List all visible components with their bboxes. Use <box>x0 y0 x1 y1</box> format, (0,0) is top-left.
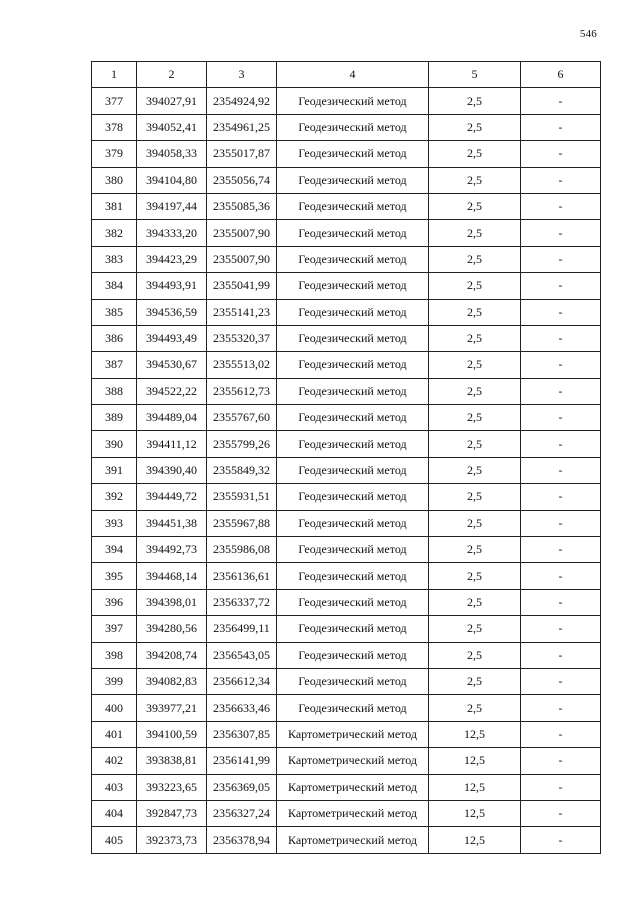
y-coordinate-cell: 2355017,87 <box>207 141 277 167</box>
x-coordinate-cell: 394489,04 <box>137 405 207 431</box>
x-coordinate-cell: 394522,22 <box>137 378 207 404</box>
description-cell: - <box>521 668 601 694</box>
table-row <box>92 88 601 114</box>
point-number-cell: 395 <box>92 563 137 589</box>
y-coordinate-cell: 2355007,90 <box>207 220 277 246</box>
method-cell: Геодезический метод <box>277 563 429 589</box>
table-row <box>92 616 601 642</box>
description-cell: - <box>521 484 601 510</box>
table-row <box>92 114 601 140</box>
x-coordinate-cell: 394280,56 <box>137 616 207 642</box>
method-cell: Геодезический метод <box>277 510 429 536</box>
description-cell: - <box>521 325 601 351</box>
x-coordinate-cell: 394052,41 <box>137 114 207 140</box>
description-cell: - <box>521 378 601 404</box>
description-cell: - <box>521 193 601 219</box>
point-number-cell: 394 <box>92 537 137 563</box>
accuracy-cell: 2,5 <box>429 114 521 140</box>
y-coordinate-cell: 2356141,99 <box>207 748 277 774</box>
accuracy-cell: 2,5 <box>429 695 521 721</box>
coordinates-table <box>91 61 601 854</box>
accuracy-cell: 2,5 <box>429 668 521 694</box>
description-cell: - <box>521 246 601 272</box>
x-coordinate-cell: 394333,20 <box>137 220 207 246</box>
accuracy-cell: 2,5 <box>429 457 521 483</box>
accuracy-cell: 2,5 <box>429 589 521 615</box>
description-cell: - <box>521 352 601 378</box>
x-coordinate-cell: 394449,72 <box>137 484 207 510</box>
x-coordinate-cell: 394390,40 <box>137 457 207 483</box>
y-coordinate-cell: 2354924,92 <box>207 88 277 114</box>
point-number-cell: 397 <box>92 616 137 642</box>
accuracy-cell: 2,5 <box>429 88 521 114</box>
method-cell: Геодезический метод <box>277 642 429 668</box>
accuracy-cell: 12,5 <box>429 800 521 826</box>
y-coordinate-cell: 2355931,51 <box>207 484 277 510</box>
x-coordinate-cell: 394530,67 <box>137 352 207 378</box>
method-cell: Геодезический метод <box>277 405 429 431</box>
description-cell: - <box>521 537 601 563</box>
point-number-cell: 390 <box>92 431 137 457</box>
point-number-cell: 401 <box>92 721 137 747</box>
method-cell: Геодезический метод <box>277 114 429 140</box>
accuracy-cell: 2,5 <box>429 352 521 378</box>
table-row <box>92 748 601 774</box>
method-cell: Геодезический метод <box>277 193 429 219</box>
accuracy-cell: 2,5 <box>429 405 521 431</box>
table-row <box>92 563 601 589</box>
table-row <box>92 325 601 351</box>
accuracy-cell: 2,5 <box>429 378 521 404</box>
point-number-cell: 379 <box>92 141 137 167</box>
point-number-cell: 398 <box>92 642 137 668</box>
accuracy-cell: 2,5 <box>429 193 521 219</box>
description-cell: - <box>521 721 601 747</box>
method-cell: Геодезический метод <box>277 378 429 404</box>
description-cell: - <box>521 589 601 615</box>
table-row <box>92 827 601 853</box>
point-number-cell: 387 <box>92 352 137 378</box>
y-coordinate-cell: 2355799,26 <box>207 431 277 457</box>
point-number-cell: 400 <box>92 695 137 721</box>
accuracy-cell: 2,5 <box>429 273 521 299</box>
column-header: 2 <box>137 62 207 88</box>
method-cell: Геодезический метод <box>277 457 429 483</box>
point-number-cell: 404 <box>92 800 137 826</box>
x-coordinate-cell: 394411,12 <box>137 431 207 457</box>
method-cell: Геодезический метод <box>277 695 429 721</box>
point-number-cell: 402 <box>92 748 137 774</box>
accuracy-cell: 2,5 <box>429 642 521 668</box>
x-coordinate-cell: 392373,73 <box>137 827 207 853</box>
y-coordinate-cell: 2356499,11 <box>207 616 277 642</box>
method-cell: Геодезический метод <box>277 431 429 457</box>
description-cell: - <box>521 457 601 483</box>
table-body <box>92 88 601 853</box>
accuracy-cell: 2,5 <box>429 220 521 246</box>
description-cell: - <box>521 563 601 589</box>
table-row <box>92 220 601 246</box>
x-coordinate-cell: 394423,29 <box>137 246 207 272</box>
table-row <box>92 774 601 800</box>
x-coordinate-cell: 394027,91 <box>137 88 207 114</box>
point-number-cell: 383 <box>92 246 137 272</box>
x-coordinate-cell: 394493,91 <box>137 273 207 299</box>
point-number-cell: 381 <box>92 193 137 219</box>
x-coordinate-cell: 394100,59 <box>137 721 207 747</box>
point-number-cell: 399 <box>92 668 137 694</box>
y-coordinate-cell: 2355141,23 <box>207 299 277 325</box>
method-cell: Картометрический метод <box>277 800 429 826</box>
method-cell: Геодезический метод <box>277 668 429 694</box>
x-coordinate-cell: 394208,74 <box>137 642 207 668</box>
method-cell: Картометрический метод <box>277 748 429 774</box>
accuracy-cell: 12,5 <box>429 774 521 800</box>
point-number-cell: 388 <box>92 378 137 404</box>
x-coordinate-cell: 394492,73 <box>137 537 207 563</box>
description-cell: - <box>521 642 601 668</box>
y-coordinate-cell: 2355513,02 <box>207 352 277 378</box>
point-number-cell: 403 <box>92 774 137 800</box>
table-row <box>92 668 601 694</box>
y-coordinate-cell: 2355849,32 <box>207 457 277 483</box>
description-cell: - <box>521 774 601 800</box>
description-cell: - <box>521 431 601 457</box>
y-coordinate-cell: 2355007,90 <box>207 246 277 272</box>
point-number-cell: 386 <box>92 325 137 351</box>
y-coordinate-cell: 2355612,73 <box>207 378 277 404</box>
table-row <box>92 352 601 378</box>
description-cell: - <box>521 748 601 774</box>
description-cell: - <box>521 114 601 140</box>
y-coordinate-cell: 2356327,24 <box>207 800 277 826</box>
method-cell: Геодезический метод <box>277 537 429 563</box>
x-coordinate-cell: 394468,14 <box>137 563 207 589</box>
x-coordinate-cell: 394493,49 <box>137 325 207 351</box>
x-coordinate-cell: 394082,83 <box>137 668 207 694</box>
table-row <box>92 800 601 826</box>
description-cell: - <box>521 273 601 299</box>
y-coordinate-cell: 2356612,34 <box>207 668 277 694</box>
table-row <box>92 510 601 536</box>
column-header: 5 <box>429 62 521 88</box>
description-cell: - <box>521 800 601 826</box>
x-coordinate-cell: 394104,80 <box>137 167 207 193</box>
table-row <box>92 167 601 193</box>
column-header: 1 <box>92 62 137 88</box>
y-coordinate-cell: 2355320,37 <box>207 325 277 351</box>
table-row <box>92 642 601 668</box>
table-row <box>92 193 601 219</box>
y-coordinate-cell: 2355767,60 <box>207 405 277 431</box>
point-number-cell: 382 <box>92 220 137 246</box>
x-coordinate-cell: 393977,21 <box>137 695 207 721</box>
description-cell: - <box>521 220 601 246</box>
y-coordinate-cell: 2356307,85 <box>207 721 277 747</box>
point-number-cell: 384 <box>92 273 137 299</box>
table-row <box>92 431 601 457</box>
y-coordinate-cell: 2356136,61 <box>207 563 277 589</box>
y-coordinate-cell: 2355085,36 <box>207 193 277 219</box>
y-coordinate-cell: 2356543,05 <box>207 642 277 668</box>
description-cell: - <box>521 299 601 325</box>
point-number-cell: 392 <box>92 484 137 510</box>
table-row <box>92 589 601 615</box>
accuracy-cell: 12,5 <box>429 748 521 774</box>
point-number-cell: 378 <box>92 114 137 140</box>
description-cell: - <box>521 827 601 853</box>
table-row <box>92 721 601 747</box>
description-cell: - <box>521 616 601 642</box>
table-row <box>92 484 601 510</box>
table-row <box>92 695 601 721</box>
y-coordinate-cell: 2356378,94 <box>207 827 277 853</box>
accuracy-cell: 2,5 <box>429 484 521 510</box>
x-coordinate-cell: 394398,01 <box>137 589 207 615</box>
description-cell: - <box>521 88 601 114</box>
description-cell: - <box>521 405 601 431</box>
column-header: 6 <box>521 62 601 88</box>
accuracy-cell: 12,5 <box>429 827 521 853</box>
method-cell: Геодезический метод <box>277 484 429 510</box>
method-cell: Геодезический метод <box>277 246 429 272</box>
point-number-cell: 396 <box>92 589 137 615</box>
accuracy-cell: 2,5 <box>429 616 521 642</box>
accuracy-cell: 2,5 <box>429 299 521 325</box>
description-cell: - <box>521 141 601 167</box>
table-row <box>92 141 601 167</box>
method-cell: Геодезический метод <box>277 299 429 325</box>
table-row <box>92 299 601 325</box>
method-cell: Картометрический метод <box>277 721 429 747</box>
x-coordinate-cell: 393838,81 <box>137 748 207 774</box>
table-row <box>92 457 601 483</box>
description-cell: - <box>521 167 601 193</box>
y-coordinate-cell: 2355041,99 <box>207 273 277 299</box>
y-coordinate-cell: 2356369,05 <box>207 774 277 800</box>
x-coordinate-cell: 394451,38 <box>137 510 207 536</box>
point-number-cell: 405 <box>92 827 137 853</box>
accuracy-cell: 12,5 <box>429 721 521 747</box>
accuracy-cell: 2,5 <box>429 325 521 351</box>
method-cell: Геодезический метод <box>277 589 429 615</box>
accuracy-cell: 2,5 <box>429 431 521 457</box>
accuracy-cell: 2,5 <box>429 563 521 589</box>
table-row <box>92 246 601 272</box>
method-cell: Геодезический метод <box>277 273 429 299</box>
accuracy-cell: 2,5 <box>429 510 521 536</box>
table-header-row <box>92 62 601 88</box>
x-coordinate-cell: 394197,44 <box>137 193 207 219</box>
y-coordinate-cell: 2354961,25 <box>207 114 277 140</box>
method-cell: Геодезический метод <box>277 352 429 378</box>
x-coordinate-cell: 394536,59 <box>137 299 207 325</box>
y-coordinate-cell: 2355986,08 <box>207 537 277 563</box>
x-coordinate-cell: 394058,33 <box>137 141 207 167</box>
method-cell: Геодезический метод <box>277 220 429 246</box>
x-coordinate-cell: 393223,65 <box>137 774 207 800</box>
accuracy-cell: 2,5 <box>429 246 521 272</box>
table-row <box>92 405 601 431</box>
y-coordinate-cell: 2355056,74 <box>207 167 277 193</box>
point-number-cell: 393 <box>92 510 137 536</box>
page-number: 546 <box>579 28 597 40</box>
description-cell: - <box>521 695 601 721</box>
accuracy-cell: 2,5 <box>429 167 521 193</box>
method-cell: Геодезический метод <box>277 616 429 642</box>
point-number-cell: 389 <box>92 405 137 431</box>
column-header: 4 <box>277 62 429 88</box>
point-number-cell: 380 <box>92 167 137 193</box>
method-cell: Картометрический метод <box>277 827 429 853</box>
table-row <box>92 537 601 563</box>
description-cell: - <box>521 510 601 536</box>
accuracy-cell: 2,5 <box>429 537 521 563</box>
method-cell: Геодезический метод <box>277 141 429 167</box>
method-cell: Геодезический метод <box>277 167 429 193</box>
table-row <box>92 378 601 404</box>
y-coordinate-cell: 2356337,72 <box>207 589 277 615</box>
column-header: 3 <box>207 62 277 88</box>
y-coordinate-cell: 2356633,46 <box>207 695 277 721</box>
point-number-cell: 377 <box>92 88 137 114</box>
y-coordinate-cell: 2355967,88 <box>207 510 277 536</box>
method-cell: Картометрический метод <box>277 774 429 800</box>
table-row <box>92 273 601 299</box>
point-number-cell: 385 <box>92 299 137 325</box>
point-number-cell: 391 <box>92 457 137 483</box>
accuracy-cell: 2,5 <box>429 141 521 167</box>
method-cell: Геодезический метод <box>277 88 429 114</box>
method-cell: Геодезический метод <box>277 325 429 351</box>
x-coordinate-cell: 392847,73 <box>137 800 207 826</box>
